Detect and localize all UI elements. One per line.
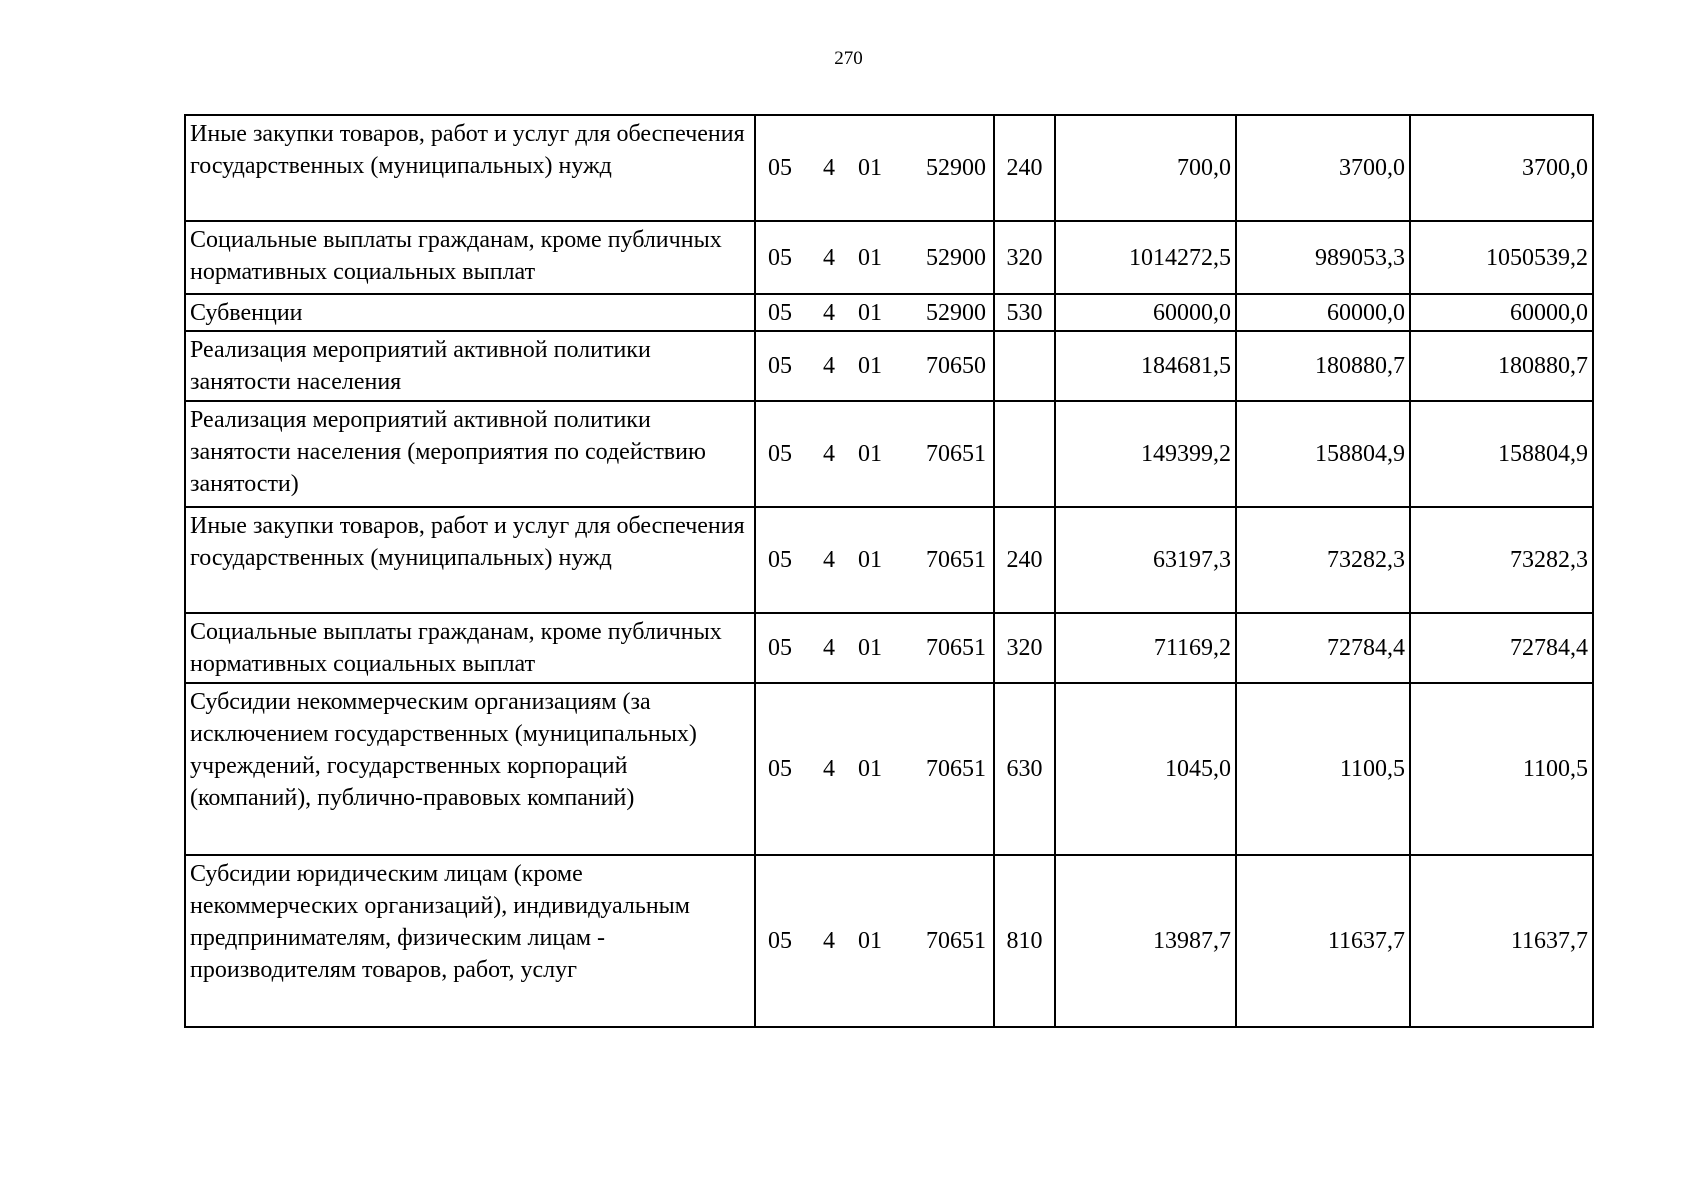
- amount-year-3: 73282,3: [1410, 507, 1593, 613]
- amount-year-3: 158804,9: [1410, 401, 1593, 507]
- amount-year-1: 60000,0: [1055, 294, 1236, 331]
- target-article-code: [755, 221, 994, 294]
- expense-type-code: 630: [994, 683, 1055, 855]
- code-part: 4: [823, 155, 835, 181]
- expense-type-code: [994, 331, 1055, 401]
- expense-type-code: 240: [994, 507, 1055, 613]
- amount-year-1: 700,0: [1055, 115, 1236, 221]
- row-name: Социальные выплаты гражданам, кроме публичных нормативных социальных выплат: [185, 221, 755, 294]
- amount-year-1: 184681,5: [1055, 331, 1236, 401]
- code-part: 01: [858, 928, 882, 954]
- amount-year-2: 72784,4: [1236, 613, 1410, 683]
- code-part: 01: [858, 635, 882, 661]
- expense-type-code: 530: [994, 294, 1055, 331]
- target-article-code: [755, 855, 994, 1027]
- row-name: Субсидии юридическим лицам (кроме некоммерческих организаций), индивидуальным предпринимателям, физическим лицам - производителям товаров, работ, услуг: [185, 855, 755, 1027]
- amount-year-1: 71169,2: [1055, 613, 1236, 683]
- amount-year-3: 60000,0: [1410, 294, 1593, 331]
- code-part: 05: [768, 299, 792, 326]
- amount-year-1: 1014272,5: [1055, 221, 1236, 294]
- code-part: 52900: [926, 155, 986, 181]
- code-part: 01: [858, 155, 882, 181]
- code-part: 01: [858, 547, 882, 573]
- code-part: 4: [823, 353, 835, 379]
- row-name: Субсидии некоммерческим организациям (за исключением государственных (муниципальных) учреждений, государственных корпораций (компаний), публично-правовых компаний): [185, 683, 755, 855]
- code-part: 52900: [926, 299, 986, 326]
- table-row: [185, 115, 1593, 221]
- amount-year-2: 180880,7: [1236, 331, 1410, 401]
- table-row: [185, 294, 1593, 331]
- row-name: Реализация мероприятий активной политики занятости населения (мероприятия по содействию занятости): [185, 401, 755, 507]
- code-part: 4: [823, 244, 835, 271]
- row-name: Иные закупки товаров, работ и услуг для обеспечения государственных (муниципальных) нужд: [185, 507, 755, 613]
- amount-year-3: 3700,0: [1410, 115, 1593, 221]
- table-row: [185, 683, 1593, 855]
- amount-year-2: 73282,3: [1236, 507, 1410, 613]
- amount-year-2: 11637,7: [1236, 855, 1410, 1027]
- code-part: 70651: [926, 441, 986, 467]
- code-part: 4: [823, 928, 835, 954]
- amount-year-2: 1100,5: [1236, 683, 1410, 855]
- code-part: 4: [823, 441, 835, 467]
- code-part: 05: [768, 635, 792, 661]
- expense-type-code: 320: [994, 221, 1055, 294]
- code-part: 01: [858, 756, 882, 782]
- page-number: 270: [834, 48, 863, 69]
- amount-year-1: 13987,7: [1055, 855, 1236, 1027]
- table-row: [185, 331, 1593, 401]
- table-row: [185, 401, 1593, 507]
- row-name: Социальные выплаты гражданам, кроме публичных нормативных социальных выплат: [185, 613, 755, 683]
- amount-year-2: 158804,9: [1236, 401, 1410, 507]
- code-part: 01: [858, 353, 882, 379]
- code-part: 05: [768, 547, 792, 573]
- amount-year-1: 1045,0: [1055, 683, 1236, 855]
- code-part: 05: [768, 928, 792, 954]
- code-part: 05: [768, 155, 792, 181]
- code-part: 4: [823, 547, 835, 573]
- expense-type-code: [994, 401, 1055, 507]
- code-part: 01: [858, 244, 882, 271]
- target-article-code: [755, 507, 994, 613]
- target-article-code: [755, 683, 994, 855]
- code-part: 70650: [926, 353, 986, 379]
- code-part: 01: [858, 441, 882, 467]
- amount-year-3: 72784,4: [1410, 613, 1593, 683]
- code-part: 52900: [926, 244, 986, 271]
- amount-year-2: 989053,3: [1236, 221, 1410, 294]
- row-name: Иные закупки товаров, работ и услуг для обеспечения государственных (муниципальных) нужд: [185, 115, 755, 221]
- amount-year-1: 63197,3: [1055, 507, 1236, 613]
- amount-year-3: 180880,7: [1410, 331, 1593, 401]
- code-part: 01: [858, 299, 882, 326]
- table-row: [185, 507, 1593, 613]
- amount-year-3: 1100,5: [1410, 683, 1593, 855]
- target-article-code: [755, 331, 994, 401]
- code-part: 4: [823, 299, 835, 326]
- row-name: Субвенции: [185, 294, 755, 331]
- amount-year-2: 3700,0: [1236, 115, 1410, 221]
- target-article-code: [755, 115, 994, 221]
- code-part: 70651: [926, 635, 986, 661]
- table-row: [185, 613, 1593, 683]
- amount-year-1: 149399,2: [1055, 401, 1236, 507]
- amount-year-3: 11637,7: [1410, 855, 1593, 1027]
- expense-type-code: 240: [994, 115, 1055, 221]
- budget-table: [184, 114, 1594, 1028]
- target-article-code: [755, 613, 994, 683]
- amount-year-3: 1050539,2: [1410, 221, 1593, 294]
- code-part: 4: [823, 635, 835, 661]
- amount-year-2: 60000,0: [1236, 294, 1410, 331]
- table-row: [185, 855, 1593, 1027]
- code-part: 4: [823, 756, 835, 782]
- code-part: 70651: [926, 928, 986, 954]
- code-part: 70651: [926, 547, 986, 573]
- target-article-code: [755, 401, 994, 507]
- code-part: 70651: [926, 756, 986, 782]
- expense-type-code: 810: [994, 855, 1055, 1027]
- code-part: 05: [768, 353, 792, 379]
- expense-type-code: 320: [994, 613, 1055, 683]
- code-part: 05: [768, 244, 792, 271]
- target-article-code: [755, 294, 994, 331]
- code-part: 05: [768, 756, 792, 782]
- table-row: [185, 221, 1593, 294]
- row-name: Реализация мероприятий активной политики занятости населения: [185, 331, 755, 401]
- code-part: 05: [768, 441, 792, 467]
